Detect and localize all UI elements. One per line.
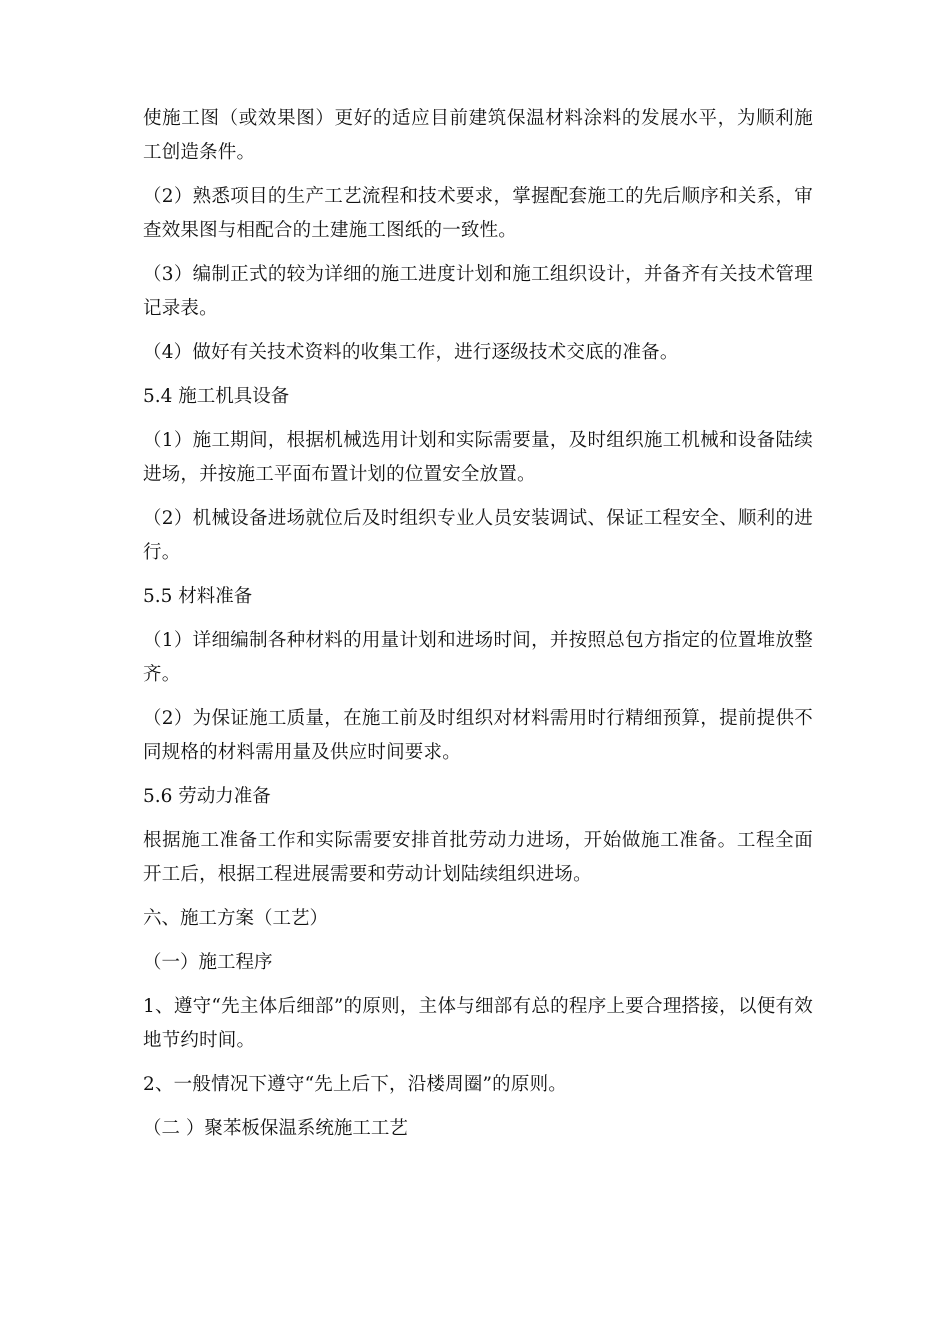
paragraph: （2）为保证施工质量，在施工前及时组织对材料需用时行精细预算，提前提供不同规格的材料需用量及供应时间要求。 <box>143 708 813 763</box>
section-heading: 5.5 材料准备 <box>143 586 253 607</box>
section-heading: 5.6 劳动力准备 <box>143 786 271 807</box>
paragraph: （4）做好有关技术资料的收集工作，进行逐级技术交底的准备。 <box>143 342 679 363</box>
section-heading: 5.4 施工机具设备 <box>143 386 290 407</box>
paragraph: 2、一般情况下遵守“先上后下，沿楼周圈”的原则。 <box>143 1074 567 1095</box>
paragraph: 根据施工准备工作和实际需要安排首批劳动力进场，开始做施工准备。工程全面开工后，根据工程进展需要和劳动计划陆续组织进场。 <box>143 830 813 885</box>
paragraph: 1、遵守“先主体后细部”的原则，主体与细部有总的程序上要合理搭接，以便有效地节约时间。 <box>143 996 813 1051</box>
paragraph: （1）施工期间，根据机械选用计划和实际需要量，及时组织施工机械和设备陆续进场，并按施工平面布置计划的位置安全放置。 <box>143 430 813 485</box>
subsection-heading: （二 ）聚苯板保温系统施工工艺 <box>143 1118 408 1139</box>
paragraph: （3）编制正式的较为详细的施工进度计划和施工组织设计，并备齐有关技术管理记录表。 <box>143 264 813 319</box>
document-body <box>143 102 813 1156</box>
paragraph: （2）机械设备进场就位后及时组织专业人员安装调试、保证工程安全、顺利的进行。 <box>143 508 813 563</box>
paragraph: （2）熟悉项目的生产工艺流程和技术要求，掌握配套施工的先后顺序和关系，审查效果图与相配合的土建施工图纸的一致性。 <box>143 186 813 241</box>
paragraph: （1）详细编制各种材料的用量计划和进场时间，并按照总包方指定的位置堆放整齐。 <box>143 630 813 685</box>
subsection-heading: （一）施工程序 <box>143 952 273 973</box>
chapter-heading: 六、施工方案（工艺） <box>143 908 329 929</box>
paragraph: 使施工图（或效果图）更好的适应目前建筑保温材料涂料的发展水平，为顺利施工创造条件。 <box>143 108 813 163</box>
